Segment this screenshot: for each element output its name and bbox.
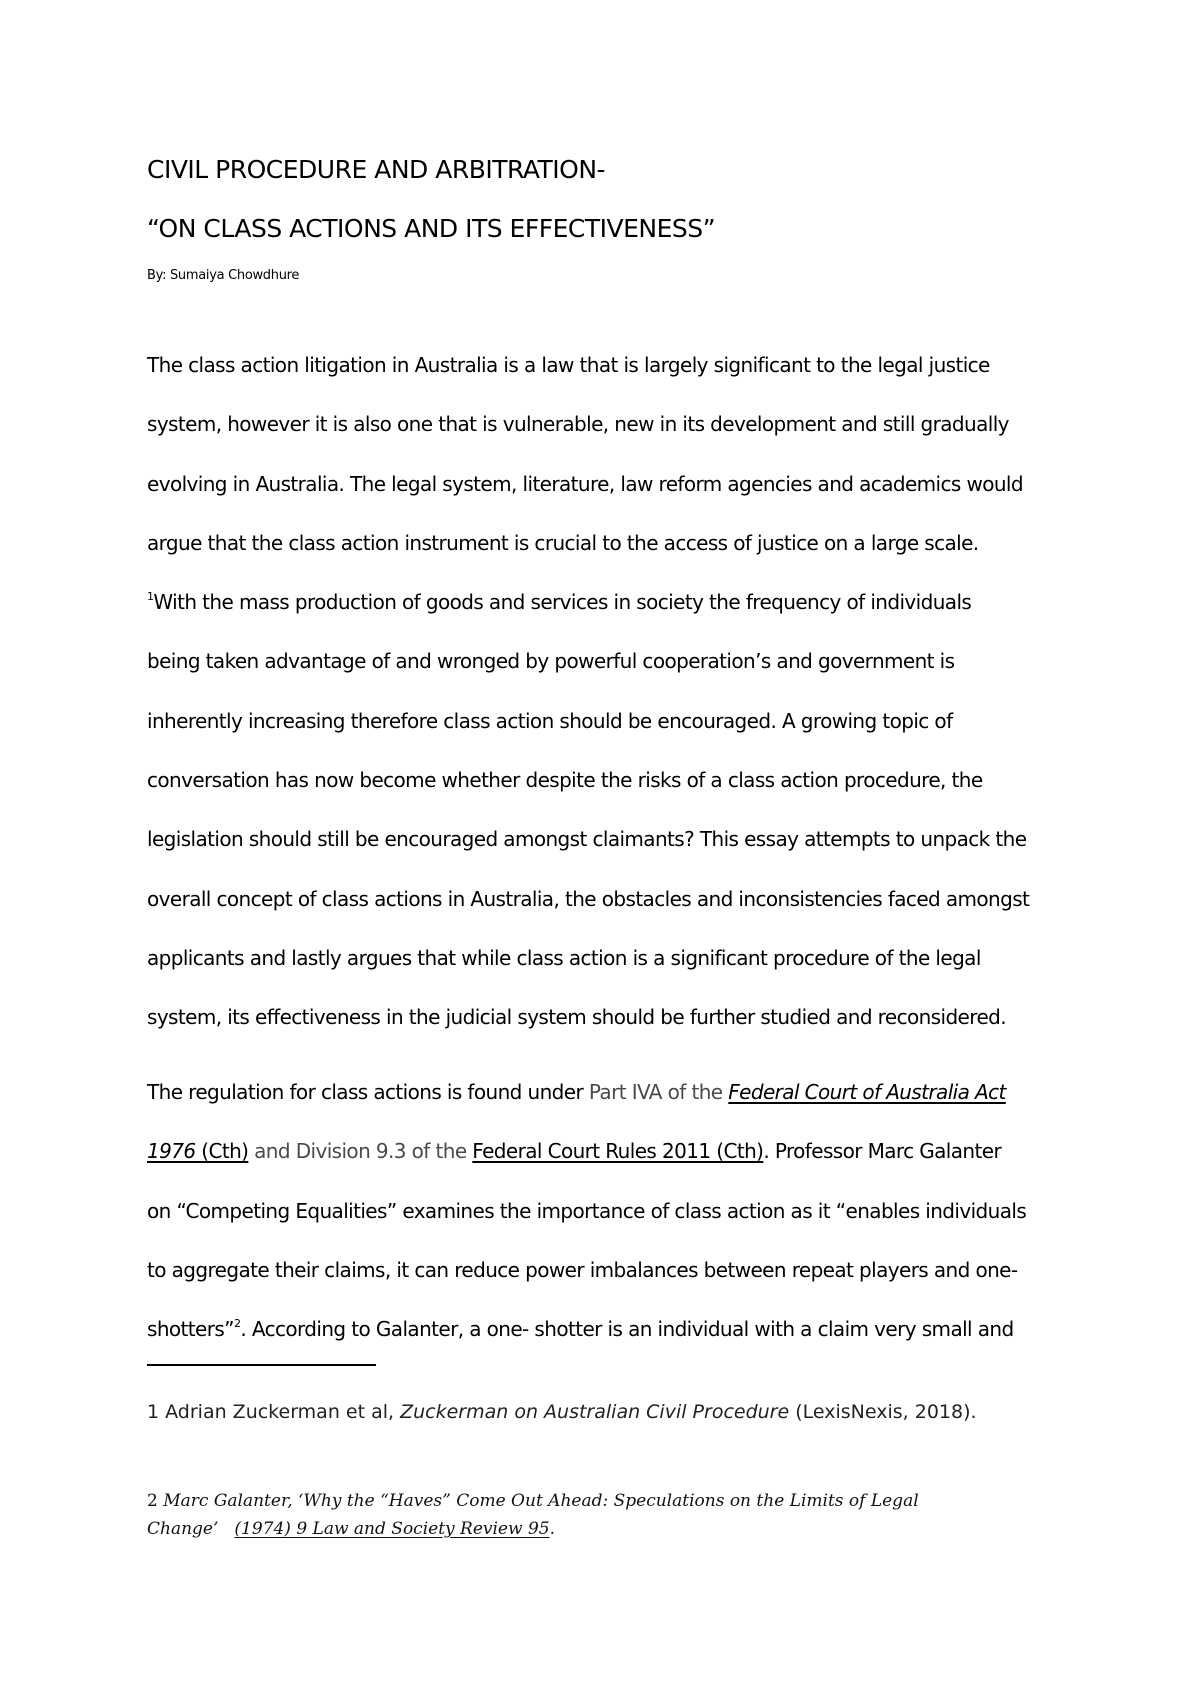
paragraph-line: system, however it is also one that is vulnerable, new in its development and still gradually: [147, 412, 1009, 437]
paragraph-line: to aggregate their claims, it can reduce power imbalances between repeat players and one-: [147, 1257, 1018, 1282]
footnote-article-title-cont: Change’: [147, 1519, 219, 1539]
paragraph-introduction: [147, 336, 1077, 1048]
footnote-marker-2[interactable]: 2: [233, 1317, 241, 1331]
paragraph-line: [147, 1063, 1077, 1122]
paragraph-line: [147, 573, 1077, 632]
footnote-article-title: Marc Galanter, ‘Why the “Haves” Come Out Ahead: Speculations on the Limits of Legal: [157, 1491, 919, 1511]
footnote-separator: [147, 1364, 376, 1366]
division-reference: and Division 9.3 of the: [248, 1139, 473, 1164]
act-jurisdiction: (Cth): [195, 1139, 249, 1164]
footnote-end: .: [549, 1519, 555, 1539]
document-title: CIVIL PROCEDURE AND ARBITRATION-: [147, 155, 606, 184]
paragraph-line: The class action litigation in Australia is a law that is largely significant to the legal justice: [147, 353, 990, 377]
paragraph-line: inherently increasing therefore class action should be encouraged. A growing topic of: [147, 708, 953, 733]
footnote-citation-link[interactable]: (1974) 9 Law and Society Review 95: [234, 1519, 550, 1539]
footnote-author: Adrian Zuckerman et al,: [159, 1401, 401, 1423]
paragraph-line: overall concept of class actions in Australia, the obstacles and inconsistencies faced amongst: [147, 886, 1030, 911]
paragraph-regulation: [147, 1063, 1077, 1359]
paragraph-line: argue that the class action instrument is crucial to the access of justice on a large scale.: [147, 530, 979, 555]
federal-court-act-link-cont[interactable]: [147, 1139, 248, 1163]
document-subtitle: “ON CLASS ACTIONS AND ITS EFFECTIVENESS”: [147, 214, 716, 243]
footnote-2: [147, 1487, 1047, 1543]
paragraph-text: The regulation for class actions is found under: [147, 1080, 589, 1104]
act-title: Federal Court of Australia Act: [728, 1080, 1006, 1104]
act-year: 1976: [147, 1139, 196, 1164]
federal-court-rules-link[interactable]: Federal Court Rules 2011 (Cth): [472, 1139, 764, 1164]
paragraph-line: legislation should still be encouraged amongst claimants? This essay attempts to unpack the: [147, 827, 1027, 852]
footnote-number: 1: [147, 1401, 160, 1423]
paragraph-text: With the mass production of goods and services in society the frequency of individuals: [153, 590, 972, 615]
paragraph-line: conversation has now become whether despite the risks of a class action procedure, the: [147, 768, 983, 793]
paragraph-line: being taken advantage of and wronged by powerful cooperation’s and government is: [147, 649, 955, 674]
paragraph-text: . Professor Marc Galanter: [763, 1139, 1002, 1164]
federal-court-act-link[interactable]: [728, 1080, 1005, 1104]
paragraph-text: shotters”: [147, 1317, 234, 1342]
footnote-marker-1[interactable]: 1: [147, 590, 154, 604]
footnote-book-title: Zuckerman on Australian Civil Procedure: [400, 1401, 790, 1423]
paragraph-line: applicants and lastly argues that while class action is a significant procedure of the legal: [147, 945, 981, 970]
part-iva-reference: Part IVA of the: [588, 1080, 729, 1104]
footnote-1: [147, 1401, 977, 1423]
paragraph-line: [147, 1122, 1077, 1181]
paragraph-line: evolving in Australia. The legal system, literature, law reform agencies and academics would: [147, 471, 1023, 496]
paragraph-line: [147, 1300, 1077, 1359]
paragraph-text: . According to Galanter, a one- shotter is an individual with a claim very small and: [240, 1317, 1014, 1342]
footnote-number: 2: [147, 1491, 158, 1511]
paragraph-line: on “Competing Equalities” examines the importance of class action as it “enables individuals: [147, 1198, 1027, 1223]
author-line: By: Sumaiya Chowdhure: [147, 268, 300, 283]
footnote-publisher: (LexisNexis, 2018).: [789, 1401, 977, 1423]
paragraph-line: system, its effectiveness in the judicial system should be further studied and reconsidered.: [147, 1005, 1007, 1030]
